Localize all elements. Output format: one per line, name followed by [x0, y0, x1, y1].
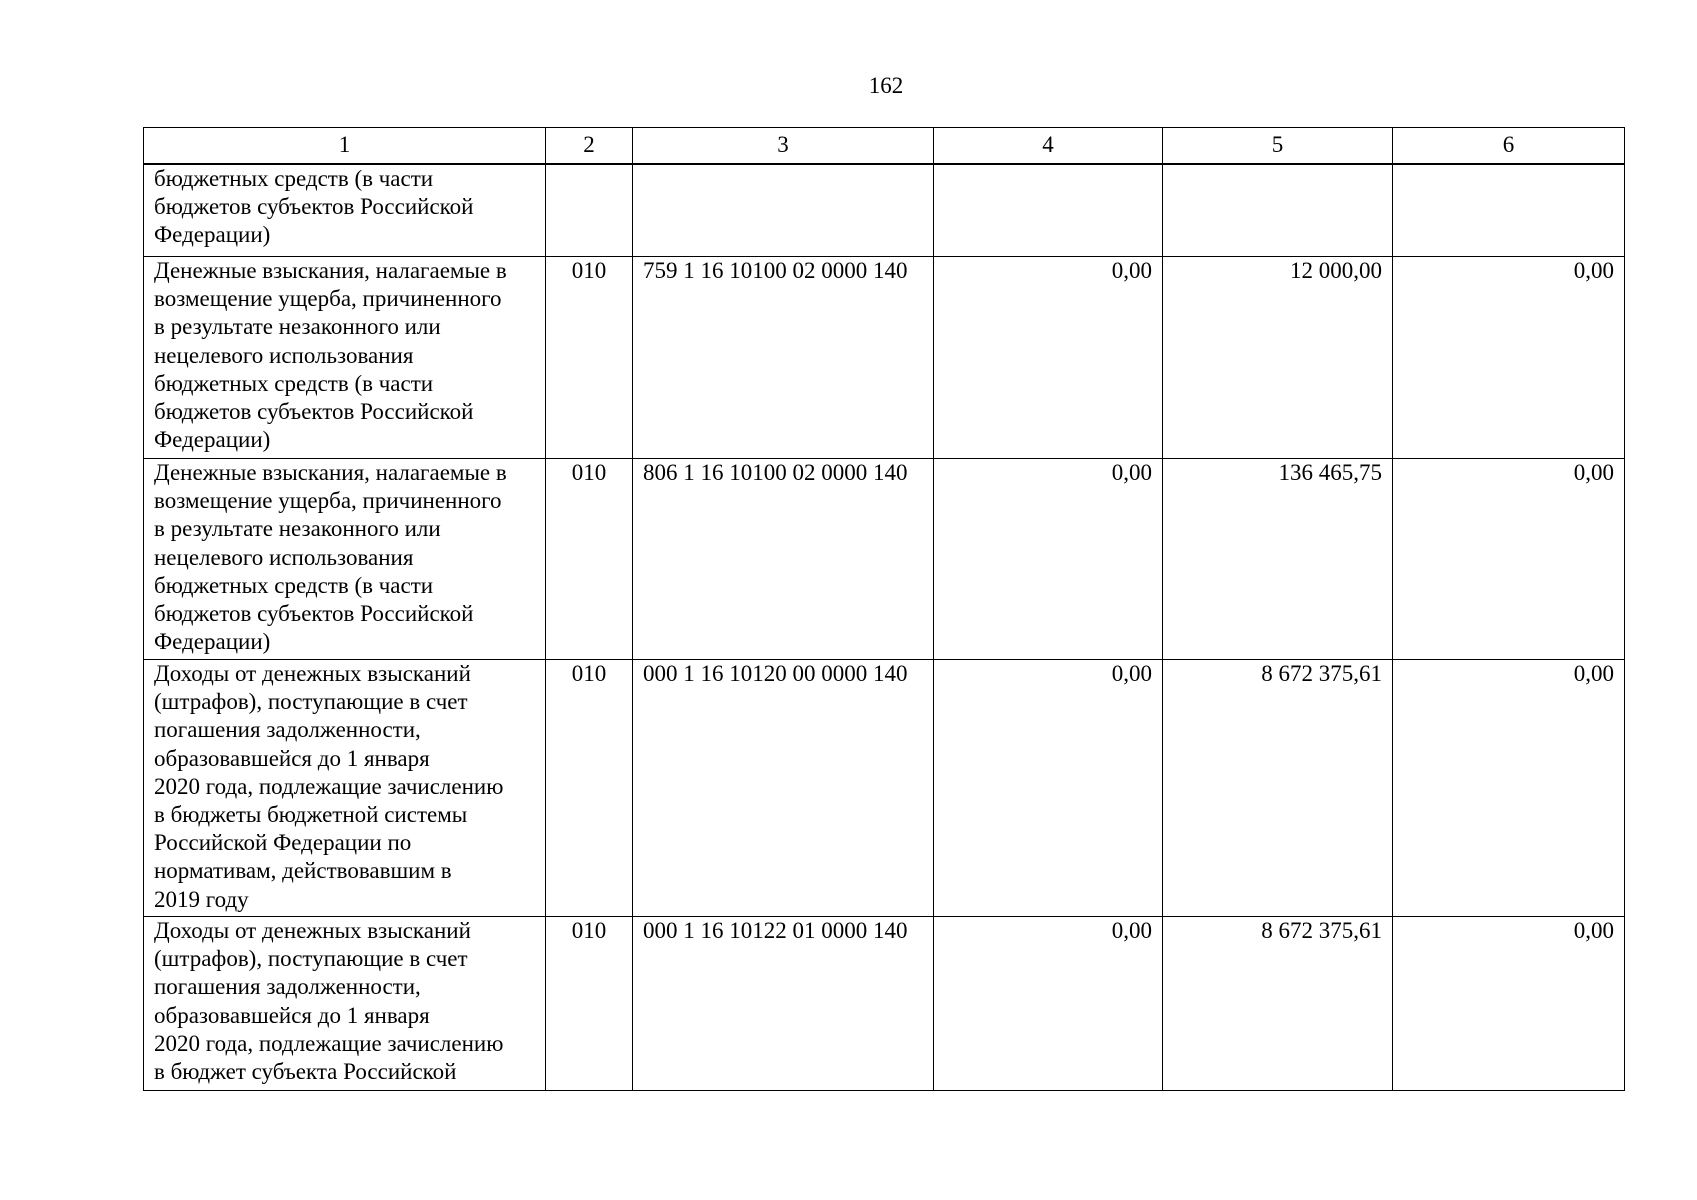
row-value-col6	[1393, 164, 1625, 257]
row-budget-code: 000 1 16 10122 01 0000 140	[633, 917, 934, 1091]
table-header	[144, 128, 1625, 165]
row-value-col4: 0,00	[934, 917, 1163, 1091]
header-col-2: 2	[546, 128, 633, 165]
row-budget-code: 759 1 16 10100 02 0000 140	[633, 257, 934, 459]
row-name-line: Российской Федерации по	[154, 830, 412, 856]
row-name-line: нецелевого использования	[154, 544, 414, 570]
row-name-line: 2020 года, подлежащие зачислению	[154, 773, 504, 799]
table-body	[144, 164, 1625, 1091]
row-name-line: бюджетов субъектов Российской	[154, 601, 474, 627]
row-name-line: Доходы от денежных взысканий	[154, 661, 471, 686]
row-budget-code: 000 1 16 10120 00 0000 140	[633, 660, 934, 917]
table-row	[144, 660, 1625, 917]
row-name-line: возмещение ущерба, причиненного	[154, 488, 502, 514]
row-line-code: 010	[546, 459, 633, 660]
row-name-line: Федерации)	[154, 629, 271, 655]
row-line-code: 010	[546, 257, 633, 459]
table-row	[144, 164, 1625, 257]
row-name	[144, 459, 546, 660]
row-name-line: Денежные взыскания, налагаемые в	[154, 258, 507, 283]
row-name-line: в результате незаконного или	[154, 314, 441, 340]
row-budget-code: 806 1 16 10100 02 0000 140	[633, 459, 934, 660]
row-name-line: (штрафов), поступающие в счет	[154, 946, 468, 972]
row-name-line: бюджетных средств (в части	[154, 572, 434, 598]
row-value-col6: 0,00	[1393, 917, 1625, 1091]
row-name-line: 2020 года, подлежащие зачислению	[154, 1030, 504, 1056]
row-name-line: бюджетных средств (в части	[154, 370, 434, 396]
table-row	[144, 917, 1625, 1091]
row-value-col5: 12 000,00	[1163, 257, 1393, 459]
row-value-col5: 8 672 375,61	[1163, 660, 1393, 917]
row-name-line: погашения задолженности,	[154, 974, 421, 1000]
row-value-col4: 0,00	[934, 257, 1163, 459]
row-line-code	[546, 164, 633, 257]
row-name-line: Федерации)	[154, 222, 271, 248]
row-name-line: в бюджет субъекта Российской	[154, 1059, 457, 1085]
row-value-col4	[934, 164, 1163, 257]
row-name-line: (штрафов), поступающие в счет	[154, 689, 468, 715]
row-name	[144, 164, 546, 257]
row-name-line: 2019 году	[154, 886, 249, 912]
row-name	[144, 257, 546, 459]
header-col-4: 4	[934, 128, 1163, 165]
row-budget-code	[633, 164, 934, 257]
row-name-line: Денежные взыскания, налагаемые в	[154, 460, 507, 485]
row-name-line: бюджетов субъектов Российской	[154, 194, 474, 220]
row-name-line: возмещение ущерба, причиненного	[154, 286, 502, 312]
page-number: 162	[868, 73, 904, 98]
header-row	[144, 128, 1625, 165]
row-value-col6: 0,00	[1393, 459, 1625, 660]
row-name-line: бюджетов субъектов Российской	[154, 399, 474, 425]
row-name-line: образовавшейся до 1 января	[154, 1002, 430, 1028]
row-name-line: Федерации)	[154, 427, 271, 453]
row-name-line: в результате незаконного или	[154, 516, 441, 542]
row-line-code: 010	[546, 660, 633, 917]
row-name	[144, 660, 546, 917]
report-table	[143, 127, 1625, 1091]
row-value-col6: 0,00	[1393, 257, 1625, 459]
table-row	[144, 459, 1625, 660]
row-value-col4: 0,00	[934, 660, 1163, 917]
row-name-line: погашения задолженности,	[154, 717, 421, 743]
header-col-6: 6	[1393, 128, 1625, 165]
table-row	[144, 257, 1625, 459]
row-value-col5: 136 465,75	[1163, 459, 1393, 660]
row-name-line: образовавшейся до 1 января	[154, 745, 430, 771]
row-name	[144, 917, 546, 1091]
row-name-line: в бюджеты бюджетной системы	[154, 802, 468, 828]
row-value-col5: 8 672 375,61	[1163, 917, 1393, 1091]
row-name-line: нормативам, действовавшим в	[154, 858, 452, 884]
row-name-line: Доходы от денежных взысканий	[154, 918, 471, 943]
row-value-col5	[1163, 164, 1393, 257]
row-line-code: 010	[546, 917, 633, 1091]
row-value-col4: 0,00	[934, 459, 1163, 660]
row-name-line: бюджетных средств (в части	[154, 166, 434, 191]
header-col-1: 1	[144, 128, 546, 165]
row-value-col6: 0,00	[1393, 660, 1625, 917]
header-col-3: 3	[633, 128, 934, 165]
row-name-line: нецелевого использования	[154, 342, 414, 368]
header-col-5: 5	[1163, 128, 1393, 165]
